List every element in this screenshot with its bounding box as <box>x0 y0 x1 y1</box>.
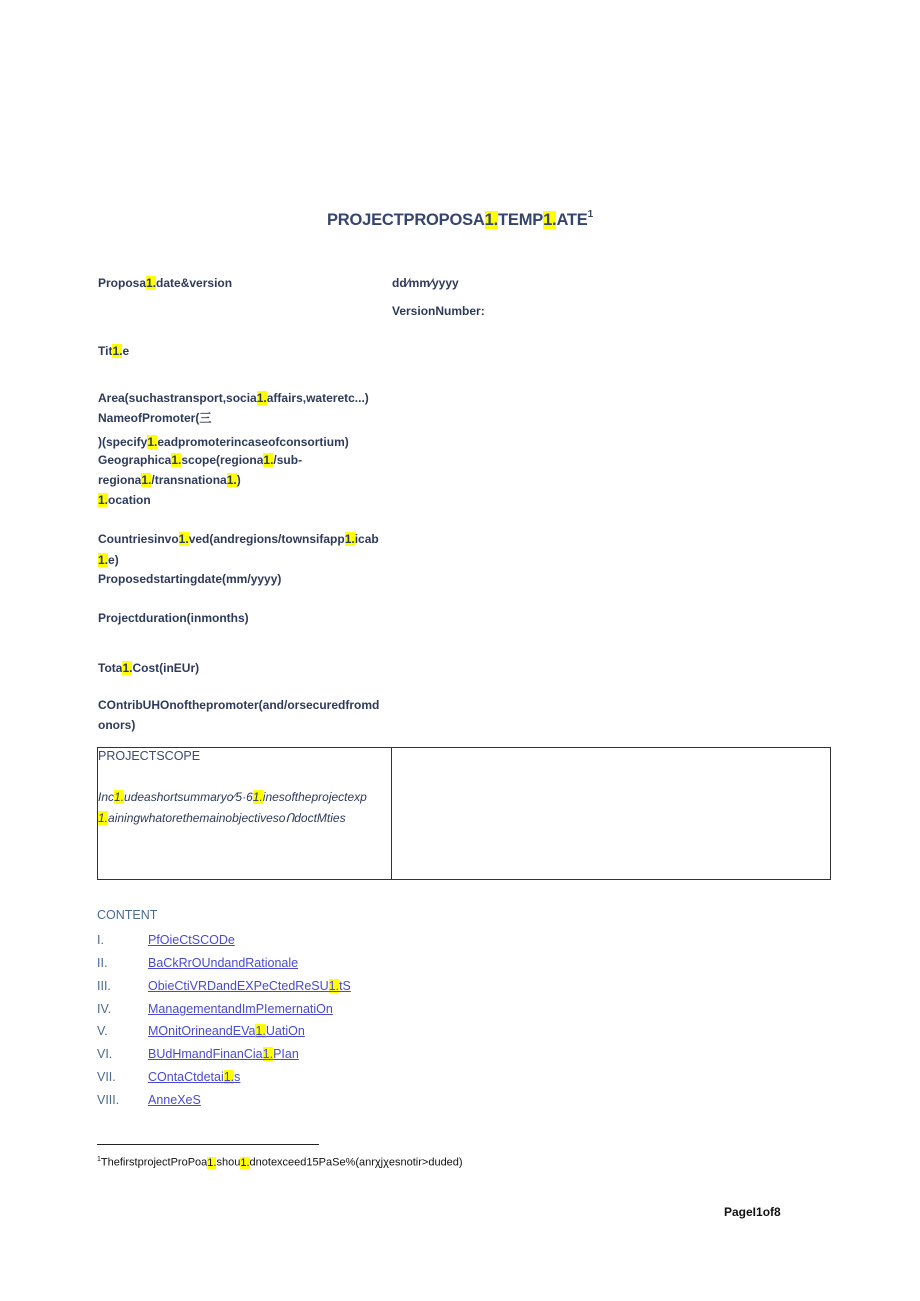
table-column-divider <box>391 748 392 879</box>
text-segment: PfOieCtSCODe <box>148 933 235 947</box>
start-date-label: Proposedstartingdate(mm/yyyy) <box>98 572 282 586</box>
text-segment: ObieCtiVRDandEXPeCtedReSU <box>148 979 329 993</box>
version-number-label: VersionNumber: <box>392 304 485 318</box>
text-segment: MOnitOrineandEVa <box>148 1024 256 1038</box>
text-segment: regiona <box>98 473 142 487</box>
highlighted-text: 1. <box>344 532 355 546</box>
text-segment: scope(regiona <box>181 453 264 467</box>
text-segment: /sub- <box>273 453 303 467</box>
text-segment: Tota <box>98 661 123 675</box>
text-segment: BUdHmandFinanCia <box>148 1047 263 1061</box>
toc-item-number: VIII. <box>97 1093 120 1107</box>
text-segment: ainingwhatorethemainobjectivesoՈdoctMties <box>108 811 346 825</box>
geographical-scope-label-line2 <box>98 470 241 490</box>
project-scope-description <box>98 787 391 829</box>
text-segment: COntaCtdetai <box>148 1070 224 1084</box>
toc-item-number: I. <box>97 933 104 947</box>
location-label <box>98 490 151 510</box>
toc-item-link[interactable] <box>148 953 298 973</box>
promoter-label-line1: NameofPromoter(三 <box>98 411 212 425</box>
text-segment: eadpromoterincaseofconsortium) <box>157 435 349 449</box>
text-segment: affairs,wateretc...) <box>266 391 369 405</box>
highlighted-text: 1. <box>328 979 340 993</box>
toc-item-number: II. <box>97 956 108 970</box>
highlighted-text: 1. <box>207 1156 217 1169</box>
toc-item-link[interactable] <box>148 1067 240 1087</box>
highlighted-text: 1. <box>98 811 109 825</box>
text-segment: Area(suchastransport,socia <box>98 391 257 405</box>
toc-item-link[interactable] <box>148 1044 299 1064</box>
highlighted-text: 1. <box>255 1024 266 1038</box>
highlighted-text: 1. <box>171 453 182 467</box>
highlighted-text: 1. <box>263 453 274 467</box>
toc-item-link[interactable] <box>148 1090 201 1110</box>
highlighted-text: 1. <box>262 1047 274 1061</box>
text-segment: inesoftheprojectexp <box>262 790 367 804</box>
highlighted-text: 1. <box>147 435 158 449</box>
highlighted-text: 1. <box>141 473 152 487</box>
highlighted-text: 1. <box>543 211 557 229</box>
text-segment: BaCkRrOUndandRationale <box>148 956 299 970</box>
title-footnote-ref: 1 <box>587 209 593 220</box>
highlighted-text: 1. <box>256 391 267 405</box>
text-segment: ) <box>236 473 241 487</box>
area-label <box>98 388 369 408</box>
duration-label: Projectduration(inmonths) <box>98 611 249 625</box>
highlighted-text: 1. <box>98 553 109 567</box>
toc-item-number: V. <box>97 1024 108 1038</box>
text-segment: udeashortsummaryo⁄5·6 <box>124 790 253 804</box>
text-segment: ManagementandImPIemernatiOn <box>148 1002 333 1016</box>
highlighted-text: 1. <box>240 1156 250 1169</box>
text-segment: PIan <box>273 1047 299 1061</box>
toc-item-number: VII. <box>97 1070 116 1084</box>
text-segment: icab <box>354 532 379 546</box>
toc-item-number: III. <box>97 979 111 993</box>
project-scope-description-line2 <box>98 808 391 829</box>
toc-item-number: IV. <box>97 1002 112 1016</box>
text-segment: dnotexceed15PaSe%(anrχjχesnotir>duded) <box>249 1156 463 1169</box>
text-segment: PROJECTPROPOSA <box>326 211 485 229</box>
highlighted-text: 1. <box>484 211 499 229</box>
footnote-text <box>101 1157 463 1169</box>
highlighted-text: 1. <box>178 532 189 546</box>
footnote-mark: 1 <box>97 1156 101 1163</box>
text-segment: ThefirstprojectProPoa <box>100 1156 208 1169</box>
promoter-label-line2 <box>98 432 349 452</box>
toc-item-link[interactable] <box>148 930 235 950</box>
text-segment: AnneXeS <box>148 1093 201 1107</box>
text-segment: e) <box>108 553 119 567</box>
text-segment: ved(andregions/townsifapp <box>188 532 345 546</box>
highlighted-text: 1. <box>114 790 125 804</box>
text-segment: Geographica <box>98 453 172 467</box>
title-text <box>327 211 588 229</box>
proposal-date-label <box>98 273 232 293</box>
text-segment: /transnationa <box>151 473 227 487</box>
toc-item-link[interactable] <box>148 1021 305 1041</box>
highlighted-text: 1. <box>98 493 109 507</box>
project-scope-heading: PROJECTSCOPE <box>98 749 201 763</box>
text-segment: e <box>122 344 130 358</box>
highlighted-text: 1. <box>226 473 237 487</box>
contribution-label-line2: onors) <box>98 718 136 732</box>
text-segment: Proposa <box>98 276 147 290</box>
text-segment: s <box>234 1070 241 1084</box>
toc-item-link[interactable] <box>148 999 333 1019</box>
countries-label-line2 <box>98 550 119 570</box>
text-segment: Countriesinvo <box>98 532 179 546</box>
toc-item-link[interactable] <box>148 976 351 996</box>
highlighted-text: 1. <box>112 344 123 358</box>
text-segment: shou <box>216 1156 241 1169</box>
text-segment: ocation <box>108 493 151 507</box>
text-segment: Inc <box>98 790 115 804</box>
toc-item-number: VI. <box>97 1047 113 1061</box>
text-segment: Cost(inEUr) <box>132 661 200 675</box>
highlighted-text: 1. <box>146 276 157 290</box>
highlighted-text: 1. <box>252 790 263 804</box>
proposal-date-value: dd⁄mm⁄yyyy <box>392 276 459 290</box>
text-segment: date&version <box>156 276 233 290</box>
footnote <box>97 1156 463 1169</box>
project-scope-description-line1 <box>98 787 391 808</box>
highlighted-text: 1. <box>223 1070 235 1084</box>
countries-label-line1 <box>98 529 379 549</box>
project-scope-table <box>97 747 831 880</box>
total-cost-label <box>98 658 199 678</box>
text-segment: TEMP <box>498 211 544 229</box>
page-number: PageI1of8 <box>724 1205 781 1219</box>
title-field-label <box>98 341 129 361</box>
text-segment: )(specify <box>98 435 148 449</box>
footnote-separator <box>97 1144 319 1145</box>
geographical-scope-label-line1 <box>98 450 302 470</box>
contribution-label-line1: COntribUHOnofthepromoter(and/orsecuredfromd <box>98 698 380 712</box>
text-segment: tS <box>339 979 351 993</box>
text-segment: ATE <box>556 211 588 229</box>
text-segment: UatiOn <box>265 1024 305 1038</box>
content-heading: CONTENT <box>97 908 158 922</box>
text-segment: Tit <box>98 344 113 358</box>
highlighted-text: 1. <box>122 661 133 675</box>
document-title <box>0 211 920 230</box>
